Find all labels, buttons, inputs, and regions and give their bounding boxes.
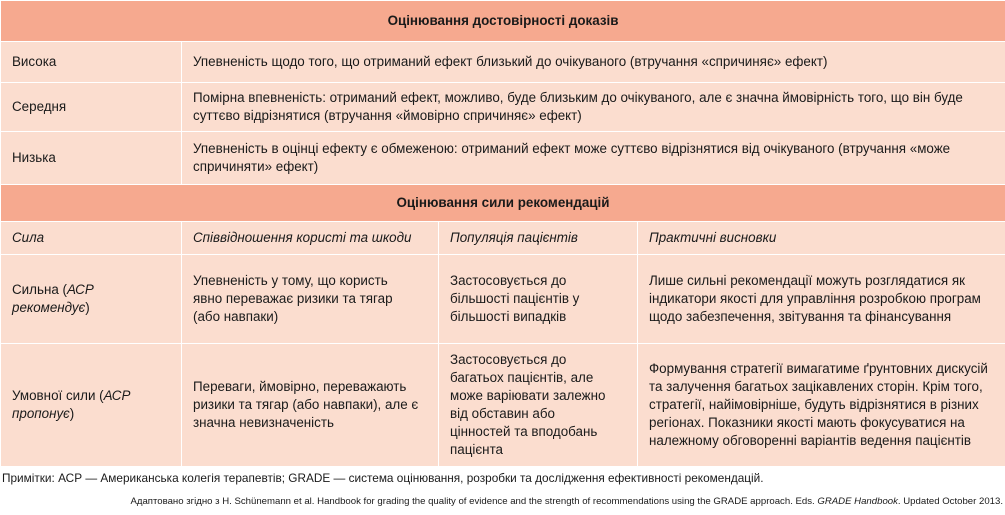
column-header-strength: Сила: [1, 222, 182, 255]
practical-cell: Лише сильні рекомендації можуть розглядатися як індикатори якості для управління розробкою програм щодо забезпечення, звітування та фінансування: [638, 255, 1005, 344]
source-handbook-title: GRADE Handbook: [817, 496, 898, 507]
column-header-population: Популяція пацієнтів: [439, 222, 638, 255]
evidence-row: [1, 83, 1005, 132]
source-text: Адаптовано згідно з H. Schünemann et al. Handbook for grading the quality of evidence and the strength of recommendations using the GRADE approach. Eds.: [130, 496, 818, 507]
recommendations-title: Оцінювання сили рекомендацій: [1, 185, 1005, 222]
evidence-header-row: [1, 1, 1005, 42]
column-header-row: [1, 222, 1005, 255]
strength-label-close: ): [85, 300, 90, 315]
recommendation-row: [1, 344, 1005, 467]
evidence-row: [1, 132, 1005, 185]
population-cell: Застосовується до багатьох пацієнтів, але може варіювати залежно від обставин або цінностей та вподобань пацієнта: [439, 344, 638, 467]
recommendation-row: [1, 255, 1005, 344]
benefit-cell: Упевненість у тому, що користь явно переважає ризики та тягар (або навпаки): [182, 255, 439, 344]
strength-label-italic: АСР рекомендує: [12, 282, 94, 315]
recommendations-header-row: [1, 185, 1005, 222]
source-citation: [130, 496, 1003, 508]
strength-label: Умовної сили (: [12, 388, 104, 403]
column-header-benefit: Співвідношення користі та шкоди: [182, 222, 439, 255]
population-cell: Застосовується до більшості пацієнтів у більшості випадків: [439, 255, 638, 344]
strength-cell: [1, 344, 182, 467]
column-header-practical: Практичні висновки: [638, 222, 1005, 255]
evidence-level: Висока: [1, 42, 182, 83]
benefit-cell: Переваги, ймовірно, переважають ризики та тягар (або навпаки), але є значна невизначеність: [182, 344, 439, 467]
evidence-description: Помірна впевненість: отриманий ефект, можливо, буде близьким до очікуваного, але є значна ймовірність того, що він буде суттєво відрізнятися (втручання «ймовірно спричиняє» ефект): [182, 83, 1005, 132]
source-updated: . Updated October 2013.: [897, 496, 1003, 507]
evidence-row: [1, 42, 1005, 83]
evidence-description: Упевненість в оцінці ефекту є обмеженою: отриманий ефект може суттєво відрізнятися від очікуваного (втручання «може спричиняти» ефект): [182, 132, 1005, 185]
strength-label-close: ): [69, 406, 75, 421]
practical-cell: Формування стратегії вимагатиме ґрунтовних дискусій та залучення багатьох зацікавлених сторін. Крім того, стратегії, найімовірніше, будуть відрізнятися в різних регіонах. Показники якості мають фокусуватися на належному обговоренні варіантів ведення пацієнтів: [638, 344, 1005, 467]
strength-cell: [1, 255, 182, 344]
evidence-level: Низька: [1, 132, 182, 185]
strength-label: Сильна (: [12, 282, 67, 297]
evidence-level: Середня: [1, 83, 182, 132]
evidence-title: Оцінювання достовірності доказів: [1, 1, 1005, 42]
evidence-description: Упевненість щодо того, що отриманий ефект близький до очікуваного (втручання «спричиняє» ефект): [182, 42, 1005, 83]
table-notes: Примітки: АСР — Американська колегія терапевтів; GRADE — система оцінювання, розробки та дослідження ефективності рекомендацій.: [2, 471, 764, 485]
strength-label-italic: АСР пропонує: [12, 388, 131, 421]
